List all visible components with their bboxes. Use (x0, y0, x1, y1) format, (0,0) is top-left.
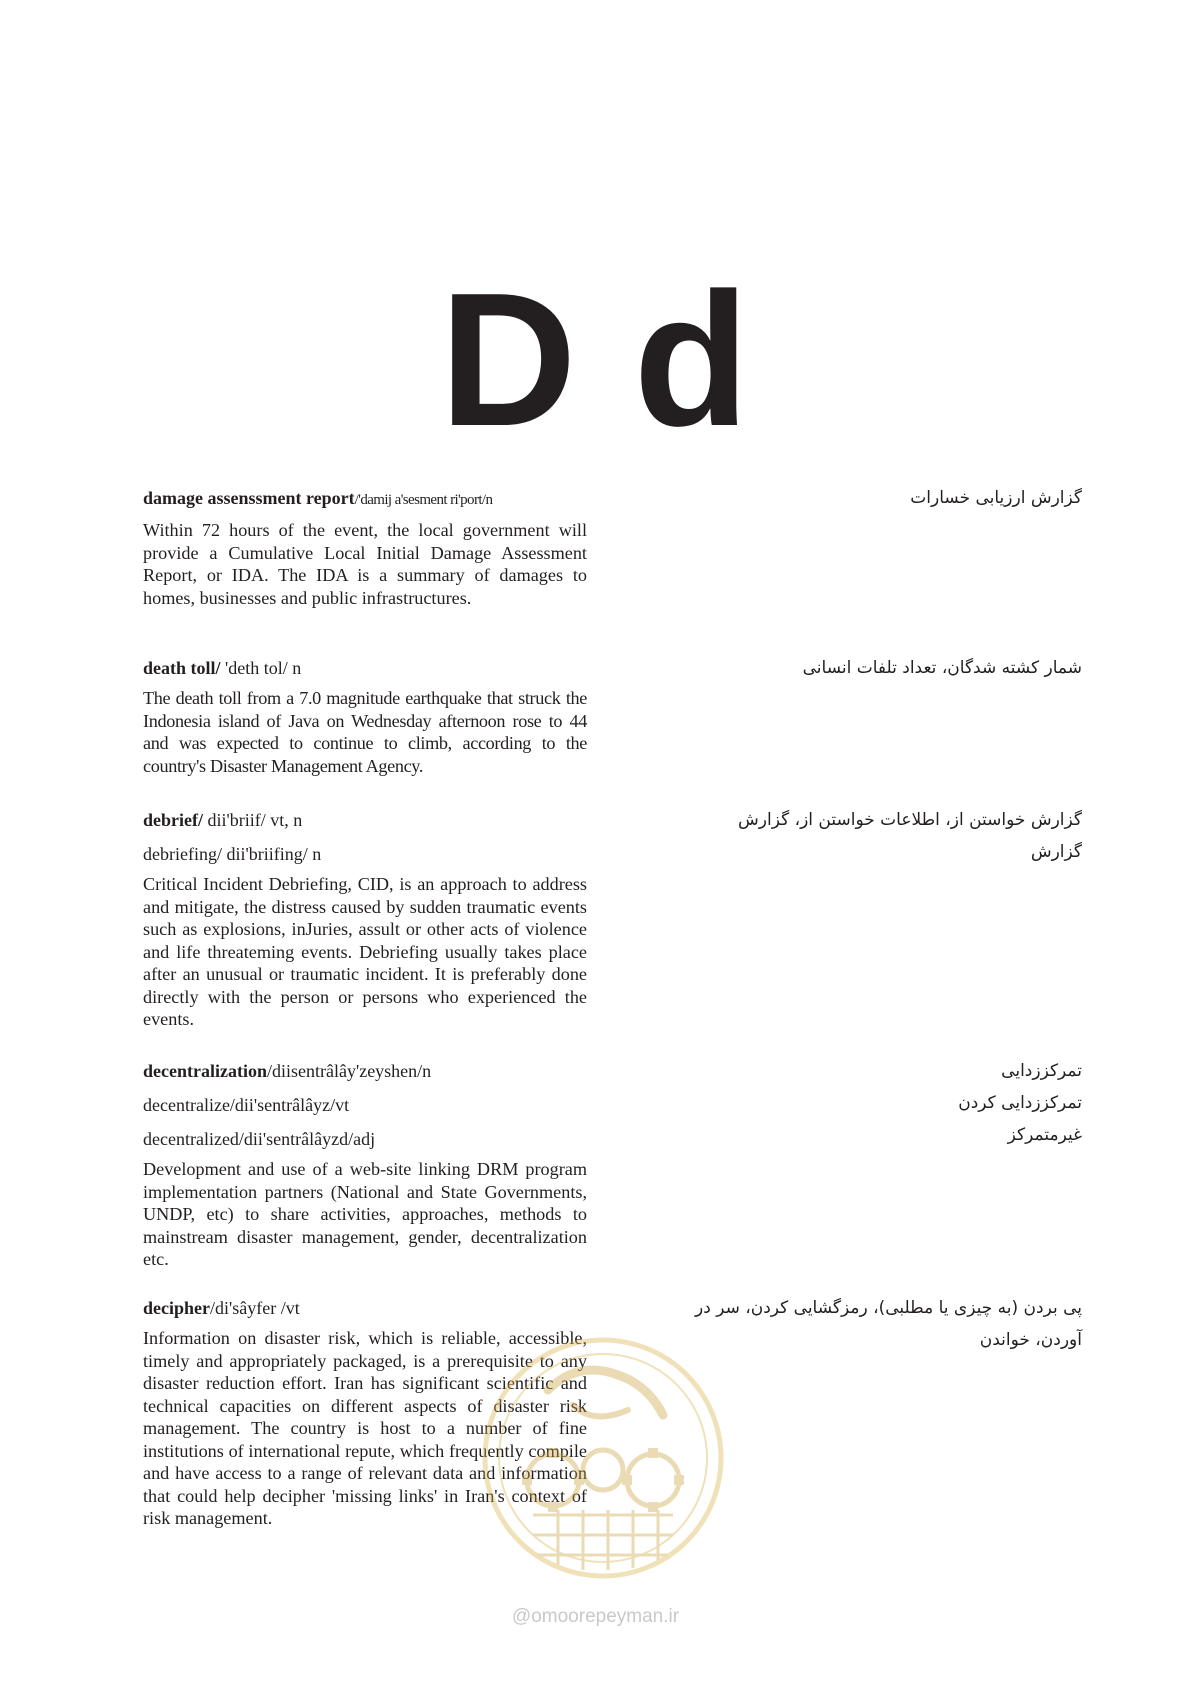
sub-form: decentralized/dii'sentrâlâyzd/adj (143, 1129, 376, 1149)
headword: damage assenssment report (143, 488, 355, 508)
persian-line: شمار کشته شدگان، تعداد تلفات انسانی (802, 658, 1082, 678)
section-letter: D d (439, 254, 752, 466)
headword: death toll/ (143, 658, 221, 678)
persian-line: تمرکززدایی (1001, 1061, 1082, 1081)
persian-translation (630, 1055, 1082, 1151)
entry-english (143, 807, 587, 1031)
headword-line (143, 807, 587, 833)
entry-english (143, 1058, 587, 1271)
headword: debrief/ (143, 810, 203, 830)
persian-line: تمرکززدایی کردن (958, 1093, 1082, 1113)
pronunciation: dii'briif/ vt, n (203, 810, 303, 830)
sub-form: debriefing/ dii'briifing/ n (143, 844, 322, 864)
definition: Development and use of a web-site linking DRM program implementation partners (National and State Governments, UNDP, etc) to share activities, approaches, methods to mainstream disaster management, gender, decentralization etc. (143, 1159, 587, 1269)
persian-translation (630, 482, 1082, 514)
persian-translation (630, 652, 1082, 684)
entry-english (143, 485, 587, 609)
headword: decipher (143, 1298, 210, 1318)
persian-line: غیرمتمرکز (1007, 1125, 1082, 1145)
persian-line: آوردن، خواندن (979, 1330, 1082, 1350)
pronunciation: /diisentrâlây'zeyshen/n (266, 1061, 432, 1081)
pronunciation: 'deth tol/ n (220, 658, 302, 678)
definition: The death toll from a 7.0 magnitude earthquake that struck the Indonesia island of Java on Wednesday afternoon rose to 44 and was expected to continue to climb, according to the country's Disaster Management Agency. (143, 688, 587, 776)
pronunciation: /di'sâyfer /vt (210, 1298, 300, 1318)
entry-english (143, 655, 587, 777)
headword: decentralization (143, 1061, 267, 1081)
seal-stamp-icon (478, 1330, 728, 1585)
definition: Critical Incident Debriefing, CID, is an approach to address and mitigate, the distress caused by sudden traumatic events such as explosions, inJuries, assult or other acts of violence and life threateming events. Debriefing usually takes place after an unusual or traumatic incident. It is preferably done directly with the person or persons who experienced the events. (143, 874, 587, 1029)
pronunciation: /'damij a'sesment ri'port/n (354, 492, 493, 508)
sub-form: decentralize/dii'sentrâlâyz/vt (143, 1095, 350, 1115)
persian-translation (630, 804, 1082, 868)
definition: Within 72 hours of the event, the local government will provide a Cumulative Local Initial Damage Assessment Report, or IDA. The IDA is a summary of damages to homes, businesses and public infrastructures. (143, 520, 587, 608)
persian-line: گزارش ارزیابی خسارات (910, 488, 1082, 508)
watermark-text: @omoorepeyman.ir (511, 1606, 680, 1627)
headword-line (143, 1058, 587, 1084)
persian-line: گزارش (1030, 842, 1082, 862)
headword-line (143, 655, 587, 681)
definition: Information on disaster risk, which is reliable, accessible, timely and appropriately packaged, is a prerequisite to any disaster reduction effort. Iran has significant scientific and technical capacities on different aspects of disaster risk management. The country is host to a number of fine institutions of international repute, which frequently compile and have access to a range of relevant data and information that could help decipher 'missing links' in Iran's context of risk management. (143, 1328, 587, 1528)
headword-line (143, 1295, 587, 1321)
persian-line: پی بردن (به چیزی یا مطلبی)، رمزگشایی کردن، سر در (695, 1298, 1082, 1318)
persian-line: گزارش خواستن از، اطلاعات خواستن از، گزارش (738, 810, 1082, 830)
headword-line (143, 485, 587, 513)
